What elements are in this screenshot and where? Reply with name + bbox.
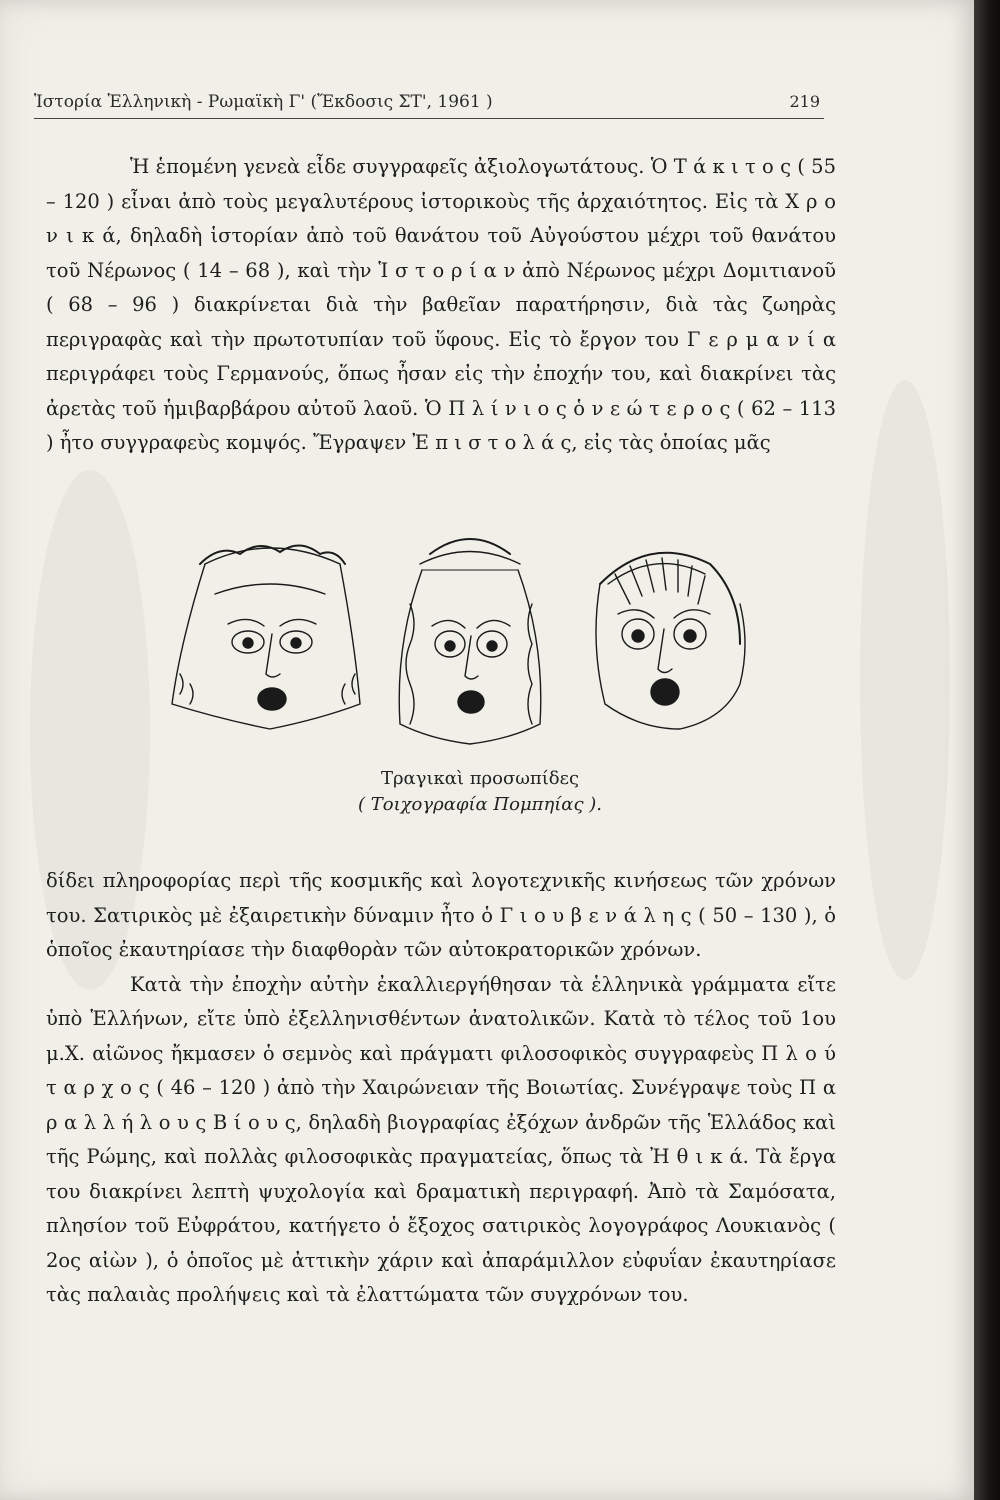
- page-edge-shadow: [974, 0, 1000, 1500]
- tragic-mask-right: [596, 553, 745, 729]
- text-block-bottom: [46, 864, 836, 1313]
- header-title: Ἱστορία Ἑλληνικὴ - Ρωμαϊκὴ Γ' (Ἔκδοσις ΣΤ', 1961 ): [34, 92, 493, 112]
- tragic-mask-center: [399, 539, 541, 744]
- figure-caption-source: ( Τοιχογραφία Πομπηίας ).: [357, 794, 603, 815]
- paragraph: Κατὰ τὴν ἐποχὴν αὐτὴν ἐκαλλιεργήθησαν τὰ ἑλληνικὰ γράμματα εἴτε ὑπὸ Ἑλλήνων, εἴτε ὑπὸ ἐξελληνισθέντων ἀνατολικῶν. Κατὰ τὸ τέλος τοῦ 1ου μ.Χ. αἰῶνος ἤκμασεν ὁ σεμνὸς καὶ πράγματι φιλοσοφικὸς συγγραφεὺς Π λ ο ύ τ α ρ χ ο ς ( 46 – 120 ) ἀπὸ τὴν Χαιρώνειαν τῆς Βοιωτίας. Συνέγραψε τοὺς Π α ρ α λ λ ή λ ο υ ς Β ί ο υ ς, δηλαδὴ βιογραφίας ἐξόχων ἀνδρῶν τῆς Ἑλλάδος καὶ τῆς Ρώμης, καὶ πολλὰς φιλοσοφικὰς πραγματείας, ὅπως τὰ Ἠ θ ι κ ά. Τὰ ἔργα του διακρίνει λεπτὴ ψυχολογία καὶ δραματικὴ περιγραφή. Ἀπὸ τὰ Σαμόσατα, πλησίον τοῦ Εὐφράτου, κατήγετο ὁ ἔξοχος σατιρικὸς λογογράφος Λουκιανὸς ( 2ος αἰὼν ), ὁ ὁποῖος μὲ ἀττικὴν χάριν καὶ ἀπαράμιλλον εὐφυΐαν ἐκαυτηρίασε τὰς παλαιὰς προλήψεις καὶ τὰ ἐλαττώματα τῶν συγχρόνων του.: [46, 972, 836, 1306]
- tragic-masks-illustration: [160, 524, 850, 764]
- paragraph: δίδει πληροφορίας περὶ τῆς κοσμικῆς καὶ λογοτεχνικῆς κινήσεως τῶν χρόνων του. Σατιρικὸς μὲ ἐξαιρετικὴν δύναμιν ἦτο ὁ Γ ι ο υ β ε ν ά λ η ς ( 50 – 130 ), ὁ ὁποῖος ἐκαυτηρίασε τὴν διαφθορὰν τῶν αὐτοκρατορικῶν χρόνων.: [46, 869, 836, 961]
- tragic-mask-left: [172, 545, 360, 729]
- page-number: 219: [789, 92, 820, 111]
- paragraph: Ἡ ἑπομένη γενεὰ εἶδε συγγραφεῖς ἀξιολογωτάτους. Ὁ Τ ά κ ι τ ο ς ( 55 – 120 ) εἶναι ἀπὸ τοὺς μεγαλυτέρους ἱστορικοὺς τῆς ἀρχαιότητος. Εἰς τὰ Χ ρ ο ν ι κ ά, δηλαδὴ ἱστορίαν ἀπὸ τοῦ θανάτου τοῦ Αὐγούστου μέχρι τοῦ θανάτου τοῦ Νέρωνος ( 14 – 68 ), καὶ τὴν Ἱ σ τ ο ρ ί α ν ἀπὸ Νέρωνος μέχρι Δομιτιανοῦ ( 68 – 96 ) διακρίνεται διὰ τὴν βαθεῖαν παρατήρησιν, διὰ τὰς ζωηρὰς περιγραφὰς καὶ τὴν πρωτοτυπίαν τοῦ ὕφους. Εἰς τὸ ἔργον του Γ ε ρ μ α ν ί α περιγράφει τοὺς Γερμανούς, ὅπως ἦσαν εἰς τὴν ἐποχήν του, καὶ διακρίνει τὰς ἀρετὰς τοῦ ἡμιβαρβάρου αὐτοῦ λαοῦ. Ὁ Π λ ί ν ι ο ς ὁ ν ε ώ τ ε ρ ο ς ( 62 – 113 ) ἦτο συγγραφεὺς κομψός. Ἔγραψεν Ἐ π ι σ τ ο λ ά ς, εἰς τὰς ὁποίας μᾶς: [46, 155, 836, 454]
- header-rule: [34, 118, 824, 119]
- figure-caption: Τραγικαὶ προσωπίδες: [380, 768, 580, 789]
- paper-stain: [860, 380, 950, 980]
- text-block-top: [46, 150, 836, 461]
